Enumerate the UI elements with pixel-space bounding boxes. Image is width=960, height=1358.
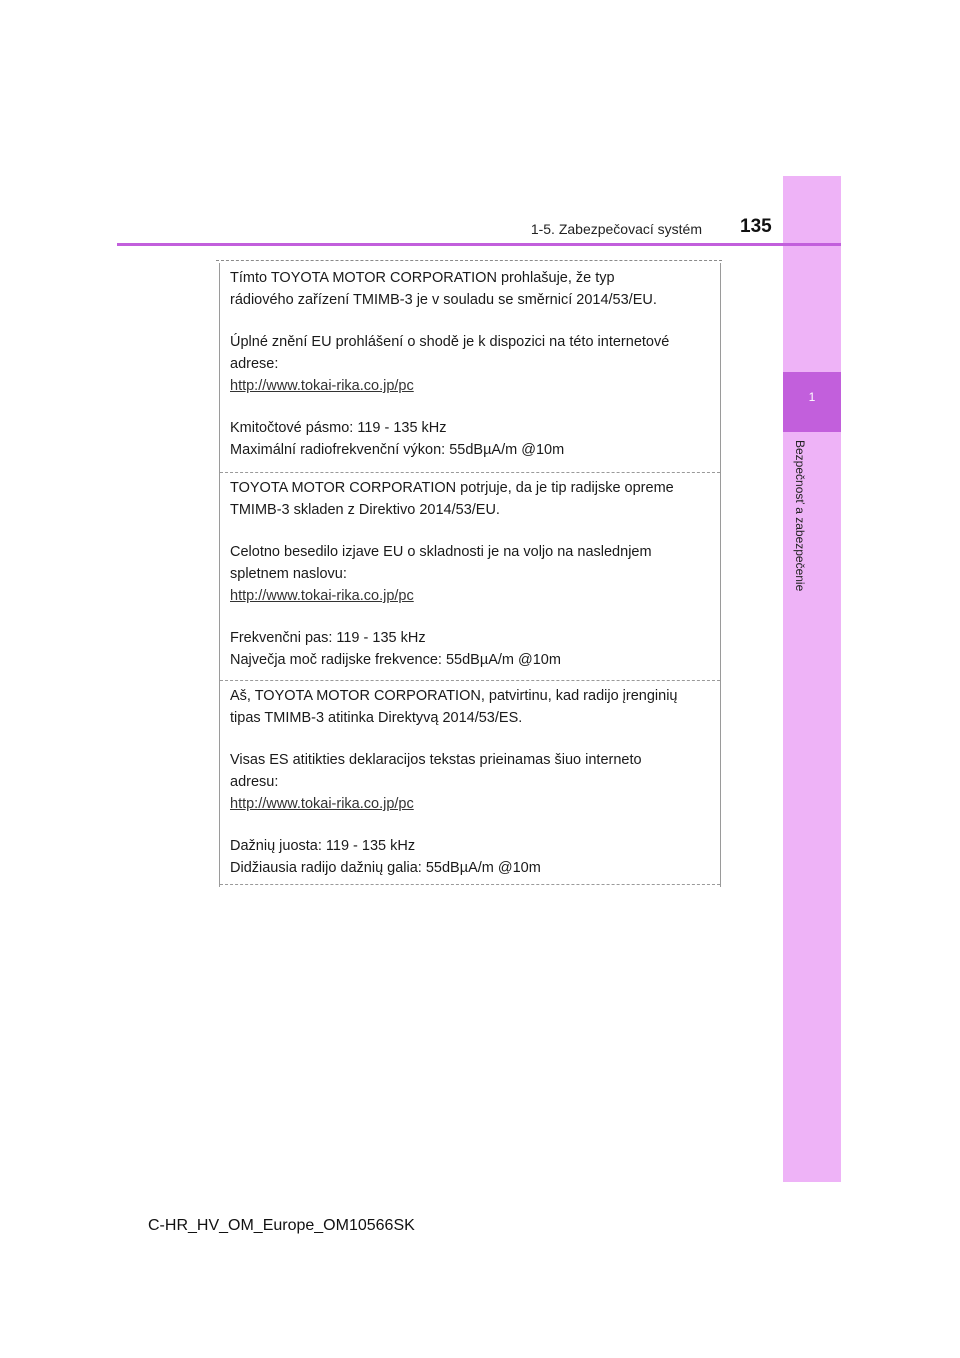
header-divider xyxy=(117,243,841,246)
max-power: Maximální radiofrekvenční výkon: 55dBµA/m @10m xyxy=(230,442,565,458)
max-power: Največja moč radijske frekvence: 55dBµA/m @10m xyxy=(230,652,561,668)
frequency-band: Dažnių juosta: 119 - 135 kHz xyxy=(230,838,416,854)
declaration-box xyxy=(219,263,721,887)
declaration-line: TMIMB-3 skladen z Direktivo 2014/53/EU. xyxy=(230,502,500,518)
full-text-line: Visas ES atitikties deklaracijos tekstas prieinamas šiuo interneto xyxy=(230,752,642,768)
declaration-slovenian xyxy=(230,477,710,671)
chapter-number: 1 xyxy=(808,390,816,404)
declaration-line: Aš, TOYOTA MOTOR CORPORATION, patvirtinu, kad radijo įrenginių xyxy=(230,688,678,704)
section-title: 1-5. Zabezpečovací systém xyxy=(530,221,702,237)
page-number: 135 xyxy=(740,216,772,237)
declaration-czech xyxy=(230,267,710,461)
declaration-lithuanian xyxy=(230,685,710,879)
full-text-line: Úplné znění EU prohlášení o shodě je k dispozici na této internetové xyxy=(230,334,670,350)
frequency-band: Kmitočtové pásmo: 119 - 135 kHz xyxy=(230,420,447,436)
frequency-band: Frekvenčni pas: 119 - 135 kHz xyxy=(230,630,426,646)
chapter-side-tab xyxy=(783,176,841,1182)
declaration-line: Tímto TOYOTA MOTOR CORPORATION prohlašuje, že typ xyxy=(230,270,615,286)
declaration-line: rádiového zařízení TMIMB-3 je v souladu se směrnicí 2014/53/EU. xyxy=(230,292,657,308)
declaration-url[interactable]: http://www.tokai-rika.co.jp/pc xyxy=(230,378,414,394)
chapter-title: Bezpečnosť a zabezpečenie xyxy=(793,440,807,592)
declaration-line: TOYOTA MOTOR CORPORATION potrjuje, da je tip radijske opreme xyxy=(230,480,674,496)
full-text-line: spletnem naslovu: xyxy=(230,566,347,582)
section-divider xyxy=(220,884,720,885)
full-text-line: Celotno besedilo izjave EU o skladnosti je na voljo na naslednjem xyxy=(230,544,652,560)
declaration-url[interactable]: http://www.tokai-rika.co.jp/pc xyxy=(230,796,414,812)
declaration-url[interactable]: http://www.tokai-rika.co.jp/pc xyxy=(230,588,414,604)
section-divider xyxy=(220,680,720,681)
max-power: Didžiausia radijo dažnių galia: 55dBµA/m @10m xyxy=(230,860,541,876)
document-code: C-HR_HV_OM_Europe_OM10566SK xyxy=(148,1217,415,1234)
section-divider xyxy=(220,472,720,473)
full-text-line: adresu: xyxy=(230,774,279,790)
full-text-line: adrese: xyxy=(230,356,279,372)
declaration-line: tipas TMIMB-3 atitinka Direktyvą 2014/53/ES. xyxy=(230,710,523,726)
